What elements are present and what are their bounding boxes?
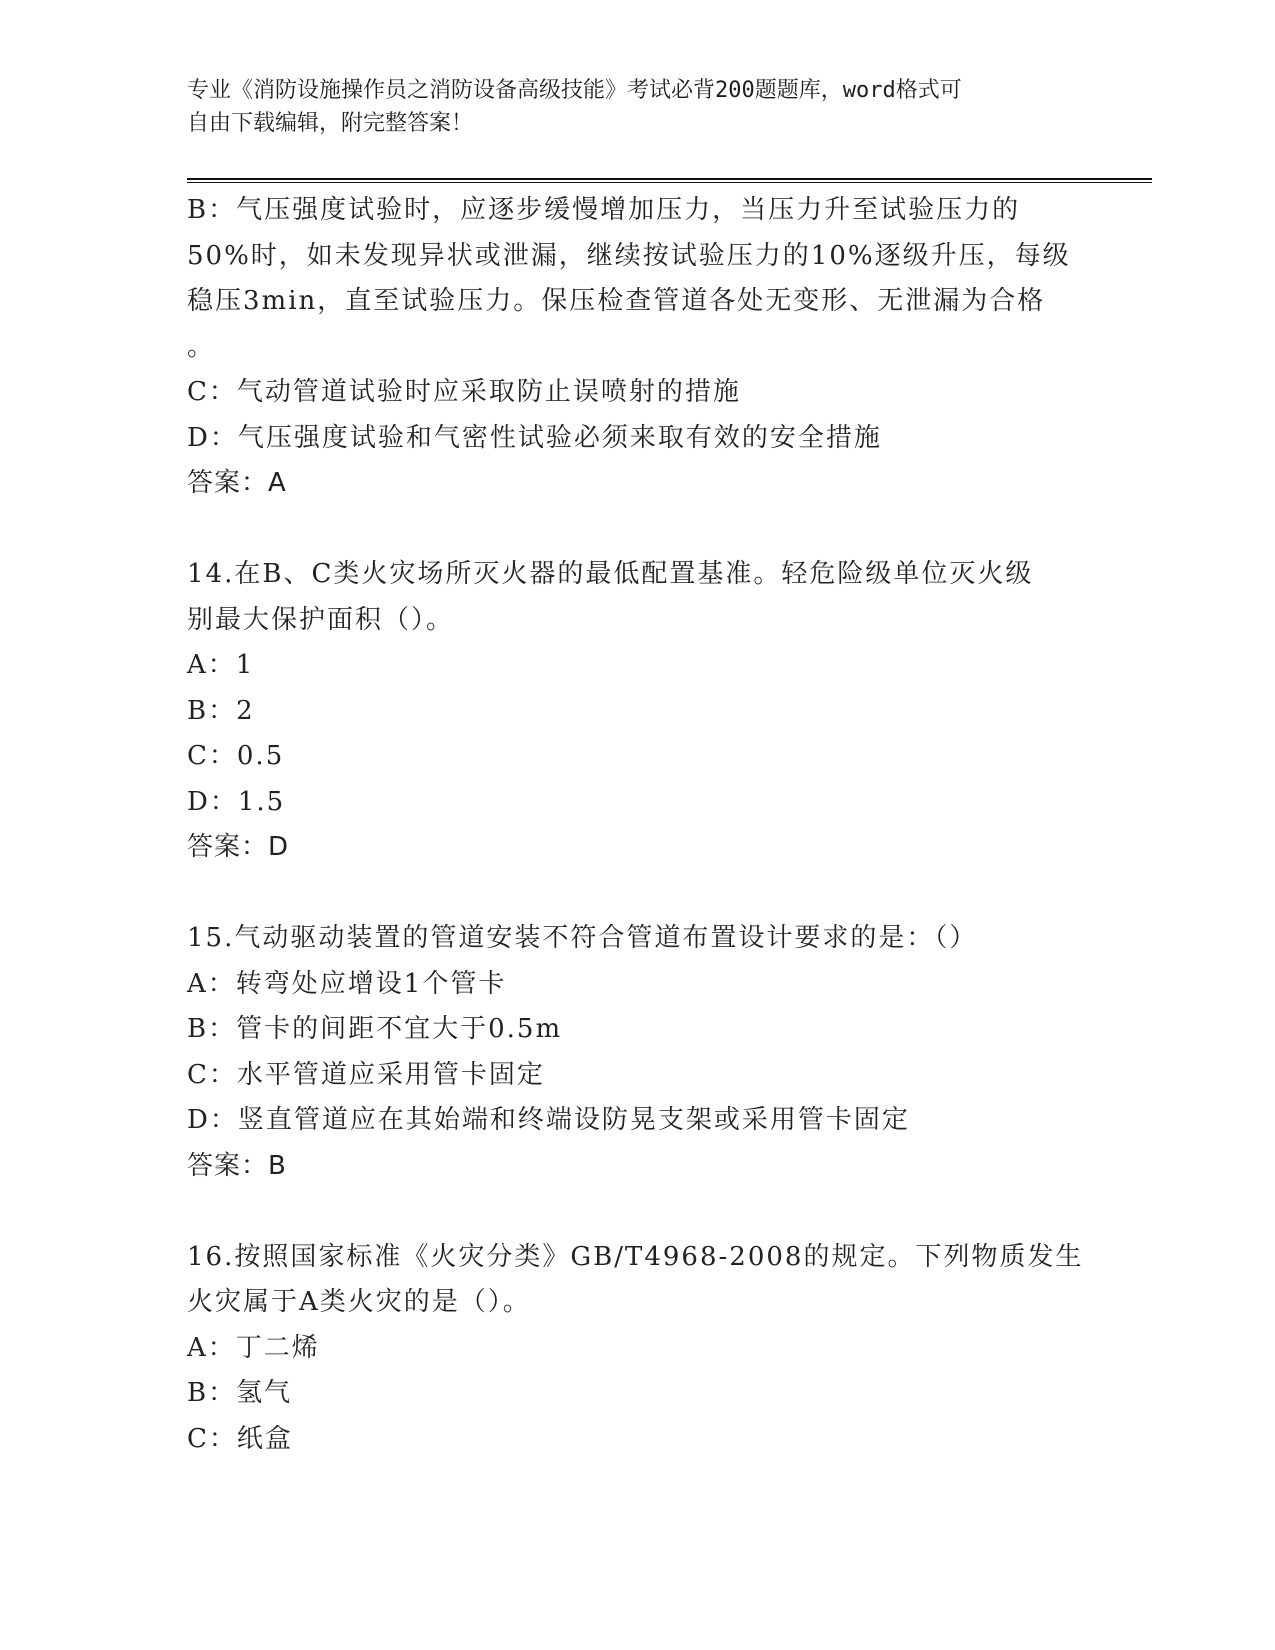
question-stem-line-1: 14.在B、C类火灾场所灭火器的最低配置基准。轻危险级单位灭火级 [187, 559, 1034, 589]
option-b-line-1: B：气压强度试验时，应逐步缓慢增加压力，当压力升至试验压力的 [187, 195, 1021, 225]
option-b-line-4: 。 [187, 331, 216, 362]
option-d: D：竖直管道应在其始端和终端设防晃支架或采用管卡固定 [187, 1105, 910, 1135]
option-c: C：0.5 [187, 741, 285, 771]
header-line-1: 专业《消防设施操作员之消防设备高级技能》考试必背200题题库，word格式可 [187, 78, 962, 103]
option-b: B：2 [187, 695, 255, 726]
document-header [187, 74, 1067, 140]
option-b: B：管卡的间距不宜大于0.5m [187, 1014, 563, 1044]
question-15 [187, 916, 1087, 1189]
question-stem: 15.气动驱动装置的管道安装不符合管道布置设计要求的是：（） [187, 923, 978, 953]
spacer [187, 871, 1087, 917]
option-a: A：转弯处应增设1个管卡 [187, 968, 507, 999]
option-d: D：气压强度试验和气密性试验必须来取有效的安全措施 [187, 422, 882, 453]
option-b: B：氢气 [187, 1378, 293, 1408]
answer: 答案：A [187, 468, 287, 498]
header-divider [187, 178, 1152, 183]
question-stem-line-2: 火灾属于A类火灾的是（）。 [187, 1287, 531, 1317]
option-c: C：水平管道应采用管卡固定 [187, 1059, 545, 1090]
spacer [187, 507, 1087, 553]
document-body [187, 188, 1087, 1462]
question-stem-line-2: 别最大保护面积（）。 [187, 604, 455, 635]
option-c: C：气动管道试验时应采取防止误喷射的措施 [187, 377, 741, 407]
question-16 [187, 1235, 1087, 1463]
spacer [187, 1189, 1087, 1235]
option-d: D：1.5 [187, 786, 286, 817]
header-line-2: 自由下载编辑，附完整答案！ [187, 111, 474, 136]
option-b-line-3: 稳压3min，直至试验压力。保压检查管道各处无变形、无泄漏为合格 [187, 286, 1046, 316]
option-a: A：1 [187, 650, 255, 680]
answer: 答案：B [187, 1150, 287, 1181]
option-b-line-2: 50%时，如未发现异状或泄漏，继续按试验压力的10%逐级升压，每级 [187, 240, 1071, 271]
option-a: A：丁二烯 [187, 1332, 320, 1363]
question-14 [187, 552, 1087, 871]
question-13-continued [187, 188, 1087, 507]
question-stem-line-1: 16.按照国家标准《火灾分类》GB/T4968-2008的规定。下列物质发生 [187, 1241, 1084, 1272]
option-c: C：纸盒 [187, 1423, 293, 1454]
answer: 答案：D [187, 832, 290, 862]
